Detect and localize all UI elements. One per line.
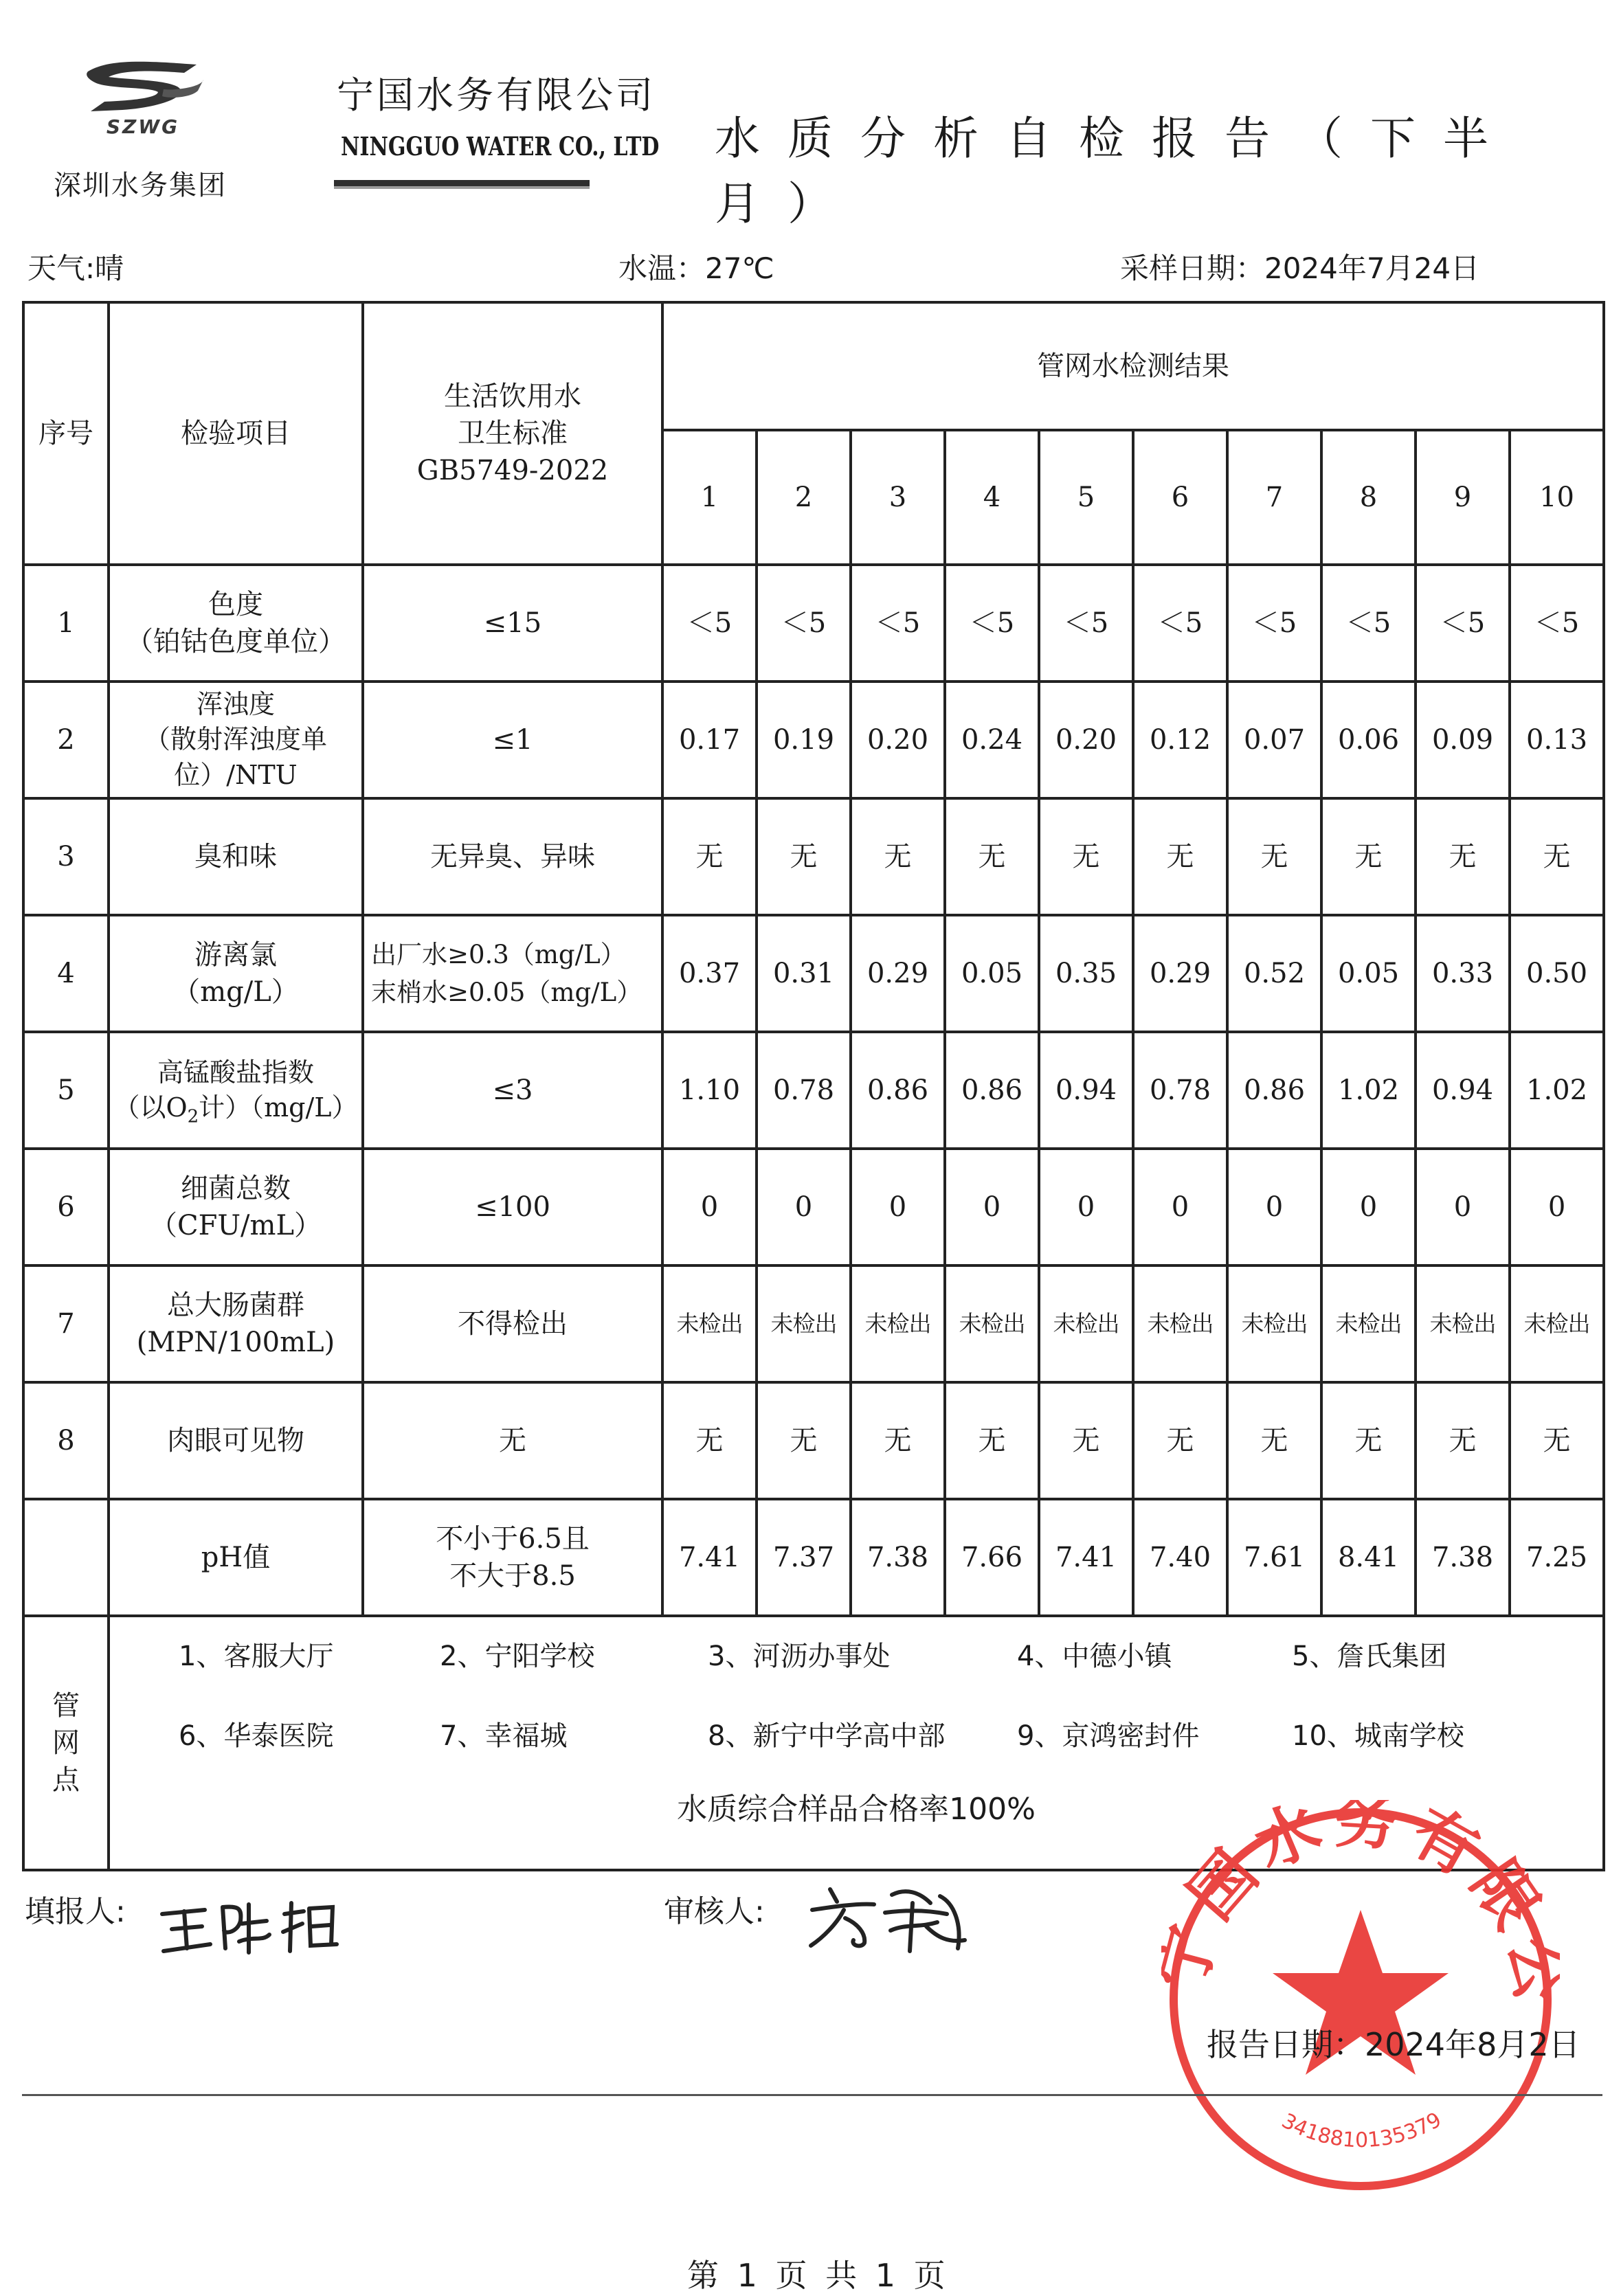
result-cell: 1.02 [1321, 1032, 1416, 1149]
result-cell: 0 [1227, 1149, 1321, 1265]
result-cell: 未检出 [1039, 1265, 1133, 1382]
row-item-line: 色度 [208, 589, 263, 620]
result-cell: 未检出 [757, 1265, 851, 1382]
result-cell: 无 [1133, 798, 1227, 915]
result-cell: 7.38 [1416, 1499, 1510, 1616]
results-table [22, 301, 1605, 1871]
row-standard [363, 682, 662, 798]
result-row [23, 1032, 1604, 1149]
network-points-list [110, 1617, 1602, 1755]
result-cell: 未检出 [1227, 1265, 1321, 1382]
result-cell: 0.86 [945, 1032, 1039, 1149]
header-item: 检验项目 [109, 302, 363, 565]
result-cell: 0.05 [1321, 915, 1416, 1032]
result-cell: 未检出 [1416, 1265, 1510, 1382]
row-standard [363, 1032, 662, 1149]
result-cell: 0.05 [945, 915, 1039, 1032]
result-cell: 0.06 [1321, 682, 1416, 798]
result-cell: 7.41 [1039, 1499, 1133, 1616]
result-cell: 0.52 [1227, 915, 1321, 1032]
row-item [109, 1149, 363, 1265]
network-point: 3、河沥办事处 [708, 1641, 891, 1672]
row-item [109, 798, 363, 915]
svg-text:3418810135379: 3418810135379 [1277, 2108, 1446, 2153]
row-seq: 3 [23, 798, 109, 915]
result-cell: ＜5 [851, 565, 945, 682]
result-cell: 无 [1510, 798, 1604, 915]
row-seq: 6 [23, 1149, 109, 1265]
sample-number: 3 [851, 430, 945, 565]
result-cell: 0.86 [851, 1032, 945, 1149]
result-cell: 0.94 [1416, 1032, 1510, 1149]
result-cell: 0.37 [662, 915, 757, 1032]
row-seq: 2 [23, 682, 109, 798]
row-standard-line: 出厂水≥0.3（mg/L） [371, 939, 626, 969]
network-point: 8、新宁中学高中部 [708, 1720, 946, 1752]
sample-number: 9 [1416, 430, 1510, 565]
logo-ribbon-icon [81, 59, 205, 115]
row-standard [363, 1382, 662, 1499]
result-cell: 0 [757, 1149, 851, 1265]
row-item [109, 1499, 363, 1616]
result-cell: 7.25 [1510, 1499, 1604, 1616]
result-cell: 无 [1039, 1382, 1133, 1499]
result-cell: 无 [1321, 1382, 1416, 1499]
row-item [109, 682, 363, 798]
result-cell: 0.20 [1039, 682, 1133, 798]
bottom-divider [22, 2094, 1602, 2096]
result-cell: 0.20 [851, 682, 945, 798]
result-row [23, 1382, 1604, 1499]
result-cell: ＜5 [1039, 565, 1133, 682]
header-row [23, 302, 1604, 430]
result-cell: 未检出 [1321, 1265, 1416, 1382]
row-item-line: （铂钴色度单位） [126, 626, 346, 657]
row-item [109, 1382, 363, 1499]
header-standard-line: 卫生标准 [458, 418, 568, 449]
sample-number: 8 [1321, 430, 1416, 565]
row-seq: 5 [23, 1032, 109, 1149]
filler-signature [157, 1893, 342, 1959]
result-cell: 无 [945, 798, 1039, 915]
row-item-line: 细菌总数 [181, 1173, 291, 1204]
result-cell: 7.37 [757, 1499, 851, 1616]
network-point: 6、华泰医院 [179, 1720, 334, 1752]
result-cell: 7.41 [662, 1499, 757, 1616]
result-cell: ＜5 [1510, 565, 1604, 682]
company-name-cn: 宁国水务有限公司 [337, 74, 656, 117]
network-point: 10、城南学校 [1292, 1720, 1464, 1752]
result-cell: 0.09 [1416, 682, 1510, 798]
reviewer-label: 审核人: [664, 1894, 765, 1929]
result-cell: 7.38 [851, 1499, 945, 1616]
sample-number: 6 [1133, 430, 1227, 565]
result-cell: 无 [1416, 1382, 1510, 1499]
result-cell: 0.29 [1133, 915, 1227, 1032]
network-label-char: 管 [52, 1690, 80, 1722]
sample-number: 2 [757, 430, 851, 565]
row-item-line: 总大肠菌群 [167, 1290, 304, 1321]
row-item [109, 915, 363, 1032]
result-cell: 无 [662, 1382, 757, 1499]
result-cell: 无 [757, 798, 851, 915]
result-cell: 0 [1039, 1149, 1133, 1265]
row-item-line: 游离氯 [194, 939, 277, 971]
row-seq [23, 1499, 109, 1616]
page-number: 第 1 页 共 1 页 [687, 2257, 950, 2294]
weather: 天气:晴 [27, 251, 124, 285]
sample-number: 1 [662, 430, 757, 565]
result-cell: 0.19 [757, 682, 851, 798]
row-item-fragment: 计）（mg/L） [199, 1092, 358, 1123]
result-cell: 0.86 [1227, 1032, 1321, 1149]
row-item-line: 高锰酸盐指数 [157, 1057, 314, 1088]
result-cell: 无 [1416, 798, 1510, 915]
result-row [23, 915, 1604, 1032]
network-point: 4、中德小镇 [1017, 1641, 1172, 1672]
sample-number: 10 [1510, 430, 1604, 565]
result-cell: 0 [1416, 1149, 1510, 1265]
network-points-label [23, 1616, 109, 1870]
sampling-date: 采样日期：2024年7月24日 [1120, 251, 1480, 285]
header-standard [363, 302, 662, 565]
header-standard-line: 生活饮用水 [444, 381, 581, 412]
pass-rate: 水质综合样品合格率100% [677, 1792, 1036, 1827]
row-item-line [110, 1090, 361, 1125]
row-standard [363, 1149, 662, 1265]
company-underline [334, 180, 590, 189]
sample-number: 5 [1039, 430, 1133, 565]
result-cell: 7.40 [1133, 1499, 1227, 1616]
row-seq: 1 [23, 565, 109, 682]
network-point: 2、宁阳学校 [440, 1641, 595, 1672]
header-results-group: 管网水检测结果 [662, 302, 1604, 430]
reviewer-signature [803, 1882, 981, 1961]
result-cell: 无 [662, 798, 757, 915]
result-cell: ＜5 [1227, 565, 1321, 682]
report-title: 水质分析自检报告（下半月） [715, 112, 1516, 230]
result-cell: ＜5 [757, 565, 851, 682]
row-standard-line: 不大于8.5 [449, 1560, 576, 1592]
result-cell: 7.61 [1227, 1499, 1321, 1616]
result-cell: ＜5 [1321, 565, 1416, 682]
row-seq: 8 [23, 1382, 109, 1499]
row-standard-line: ≤3 [492, 1074, 533, 1106]
result-cell: 0 [1321, 1149, 1416, 1265]
row-item-line: （CFU/mL） [149, 1210, 322, 1241]
row-standard [363, 1265, 662, 1382]
result-cell: 无 [1510, 1382, 1604, 1499]
row-item-fragment: （以O [113, 1092, 188, 1123]
filler-label: 填报人: [25, 1894, 126, 1929]
row-standard-line: ≤15 [483, 607, 542, 639]
subscript: 2 [187, 1106, 199, 1127]
result-cell: 0.33 [1416, 915, 1510, 1032]
row-standard [363, 915, 662, 1032]
result-cell: 7.66 [945, 1499, 1039, 1616]
row-item [109, 565, 363, 682]
network-label-char: 点 [52, 1764, 80, 1796]
result-row [23, 798, 1604, 915]
network-point: 5、詹氏集团 [1292, 1641, 1447, 1672]
row-item [109, 1265, 363, 1382]
svg-text:宁国水务有限公司: 国水务有限 [1174, 1800, 1558, 1949]
row-item-line: （mg/L） [172, 976, 299, 1008]
result-row [23, 682, 1604, 798]
result-cell: 0 [1133, 1149, 1227, 1265]
row-standard [363, 798, 662, 915]
result-cell: 0.17 [662, 682, 757, 798]
row-item [109, 1032, 363, 1149]
network-point: 7、幸福城 [440, 1720, 568, 1752]
network-point: 1、客服大厅 [179, 1641, 334, 1672]
result-row [23, 1499, 1604, 1616]
network-point: 9、京鸿密封件 [1017, 1720, 1200, 1752]
row-seq: 7 [23, 1265, 109, 1382]
row-item-line: pH值 [201, 1542, 271, 1573]
result-cell: 未检出 [662, 1265, 757, 1382]
logo-wordmark: SZWG [106, 115, 180, 138]
row-standard [363, 565, 662, 682]
report-date: 报告日期：2024年8月2日 [1207, 2026, 1580, 2063]
row-standard-line: 无异臭、异味 [430, 841, 595, 873]
company-name-en: NINGGUO WATER CO., LTD [341, 132, 660, 162]
result-cell: 0.12 [1133, 682, 1227, 798]
result-cell: 0 [851, 1149, 945, 1265]
sample-number: 4 [945, 430, 1039, 565]
result-cell: 无 [945, 1382, 1039, 1499]
sample-number: 7 [1227, 430, 1321, 565]
result-cell: 无 [1039, 798, 1133, 915]
row-item-line: (MPN/100mL) [136, 1327, 335, 1358]
result-cell: 无 [851, 798, 945, 915]
network-label-char: 网 [52, 1727, 80, 1759]
result-cell: 未检出 [851, 1265, 945, 1382]
result-cell: 0.29 [851, 915, 945, 1032]
result-cell: ＜5 [945, 565, 1039, 682]
company-logo [81, 59, 205, 118]
row-seq: 4 [23, 915, 109, 1032]
result-cell: 无 [1133, 1382, 1227, 1499]
row-standard-line: ≤1 [492, 724, 533, 756]
row-standard [363, 1499, 662, 1616]
result-cell: 0.35 [1039, 915, 1133, 1032]
result-row [23, 1265, 1604, 1382]
row-item-line: 位）/NTU [174, 759, 298, 790]
result-cell: 8.41 [1321, 1499, 1416, 1616]
result-cell: 无 [851, 1382, 945, 1499]
result-cell: 未检出 [1510, 1265, 1604, 1382]
result-row [23, 565, 1604, 682]
result-cell: 未检出 [1133, 1265, 1227, 1382]
row-item-line: 臭和味 [194, 841, 277, 873]
result-cell: 0 [1510, 1149, 1604, 1265]
result-cell: 未检出 [945, 1265, 1039, 1382]
row-item-line: 肉眼可见物 [167, 1425, 304, 1456]
row-item-line: （散射浑浊度单 [144, 724, 327, 755]
result-cell: 0.94 [1039, 1032, 1133, 1149]
result-cell: ＜5 [1133, 565, 1227, 682]
row-standard-line: 不小于6.5且 [436, 1523, 590, 1555]
result-cell: ＜5 [1416, 565, 1510, 682]
logo-group-name: 深圳水务集团 [54, 170, 227, 201]
result-cell: 0 [945, 1149, 1039, 1265]
result-cell: 0 [662, 1149, 757, 1265]
result-cell: 无 [1227, 798, 1321, 915]
result-cell: 0.24 [945, 682, 1039, 798]
result-cell: 0.50 [1510, 915, 1604, 1032]
row-item-line: 浑浊度 [196, 689, 275, 720]
result-cell: 0.78 [1133, 1032, 1227, 1149]
result-row [23, 1149, 1604, 1265]
result-cell: 1.02 [1510, 1032, 1604, 1149]
row-standard-line: 末梢水≥0.05（mg/L） [371, 978, 642, 1007]
water-temperature: 水温：27℃ [618, 251, 774, 285]
row-standard-line: ≤100 [475, 1191, 550, 1223]
result-cell: 0.78 [757, 1032, 851, 1149]
result-cell: 无 [757, 1382, 851, 1499]
result-cell: 无 [1227, 1382, 1321, 1499]
result-cell: 1.10 [662, 1032, 757, 1149]
row-standard-line: 无 [499, 1425, 526, 1456]
result-cell: 0.31 [757, 915, 851, 1032]
result-cell: ＜5 [662, 565, 757, 682]
row-standard-line: 不得检出 [458, 1308, 568, 1340]
result-cell: 0.07 [1227, 682, 1321, 798]
result-cell: 0.13 [1510, 682, 1604, 798]
company-seal [1161, 1800, 1560, 2201]
header-seq: 序号 [23, 302, 109, 565]
header-standard-line: GB5749-2022 [416, 455, 609, 486]
result-cell: 无 [1321, 798, 1416, 915]
